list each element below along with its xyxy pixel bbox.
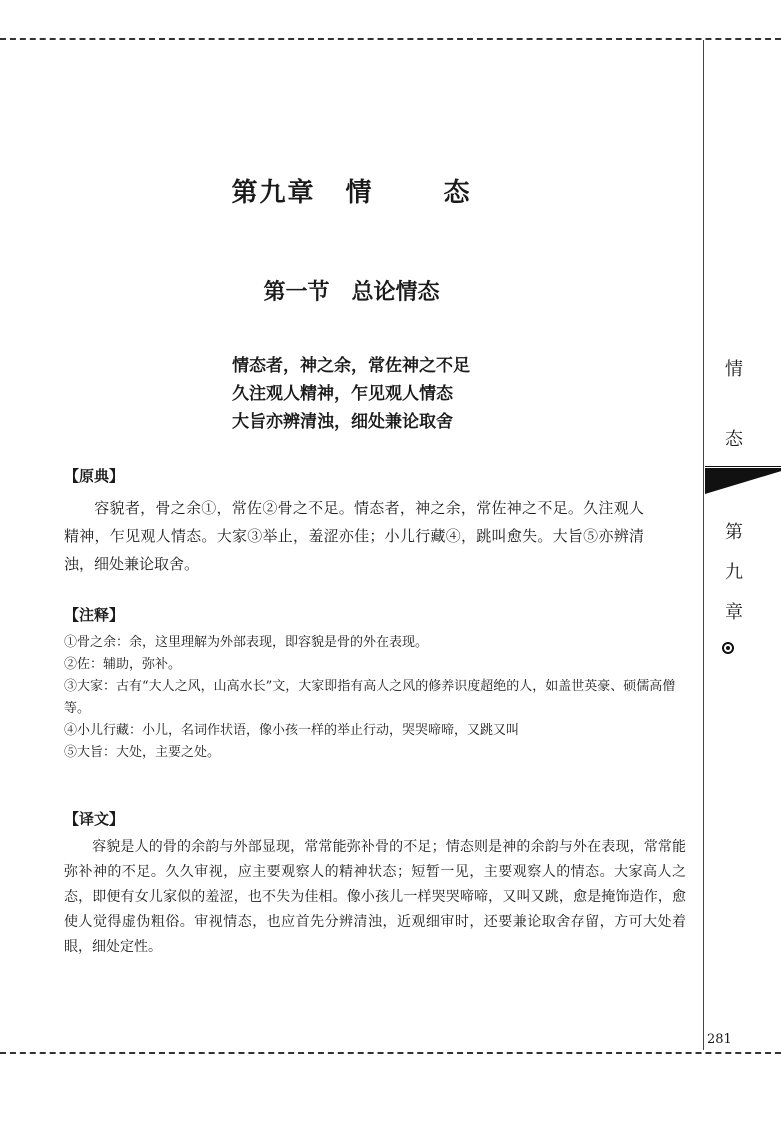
verse-line: 久注观人精神，乍见观人情态: [232, 384, 453, 404]
translation-text: [64, 835, 686, 960]
original-heading: 【原典】: [64, 467, 125, 485]
margin-rule: [703, 40, 704, 1050]
side-tab-char: 第: [725, 522, 743, 543]
chapter-tab-marker: [705, 468, 781, 494]
note-item: ②佐：辅助，弥补。: [64, 657, 182, 672]
top-border: [0, 38, 781, 40]
chapter-title-char-1: 情: [345, 178, 374, 208]
notes-list: [48, 632, 688, 764]
tab-rule: [705, 466, 781, 467]
bullseye-icon: [722, 642, 734, 654]
notes-heading: 【注释】: [64, 606, 125, 624]
chapter-title: [0, 172, 703, 209]
verse-block: [232, 352, 470, 436]
chapter-title-char-2: 态: [443, 178, 472, 208]
side-tab-char: 九: [725, 562, 743, 583]
page-number: 281: [707, 1032, 732, 1047]
chapter-number: 第九章: [231, 178, 316, 208]
note-item: ④小儿行藏：小儿，名词作状语，像小孩一样的举止行动，哭哭啼啼，又跳又叫: [64, 723, 520, 738]
side-tab-char: 章: [725, 602, 743, 623]
verse-line: 大旨亦辨清浊，细处兼论取舍: [232, 412, 453, 432]
original-text: [64, 494, 644, 578]
original-text-body: 容貌者，骨之余①，常佐②骨之不足。情态者，神之余，常佐神之不足。久注观人精神，乍见观人情态。大家③举止，羞涩亦佳；小儿行藏④，跳叫愈失。大旨⑤亦辨清浊，细处兼论取舍。: [64, 499, 644, 573]
translation-text-body: 容貌是人的骨的余韵与外部显现，常常能弥补骨的不足；情态则是神的余韵与外在表现，常常能弥补神的不足。久久审视，应主要观察人的精神状态；短暂一见，主要观察人的情态。大家高人之态，即便有女儿家似的羞涩，也不失为佳相。像小孩儿一样哭哭啼啼，又叫又跳，愈是掩饰造作，愈使人觉得虚伪粗俗。审视情态，也应首先分辨清浊，近观细审时，还要兼论取舍存留，方可大处着眼，细处定性。: [64, 839, 686, 955]
section-name: 总论情态: [351, 280, 440, 305]
side-tab-char: 态: [725, 429, 743, 450]
note-item: ③大家：古有“大人之风，山高水长”文，大家即指有高人之风的修养识度超绝的人，如盖世英豪、硕儒高僧等。: [64, 679, 676, 716]
note-item: ⑤大旨：大处，主要之处。: [64, 745, 221, 760]
translation-heading: 【译文】: [64, 810, 125, 828]
side-tab-char: 情: [725, 359, 743, 380]
note-item: ①骨之余：余，这里理解为外部表现，即容貌是骨的外在表现。: [64, 635, 429, 650]
verse-line: 情态者，神之余，常佐神之不足: [232, 356, 470, 376]
section-title: [0, 275, 703, 306]
bottom-border: [0, 1052, 781, 1054]
section-number: 第一节: [263, 280, 330, 305]
